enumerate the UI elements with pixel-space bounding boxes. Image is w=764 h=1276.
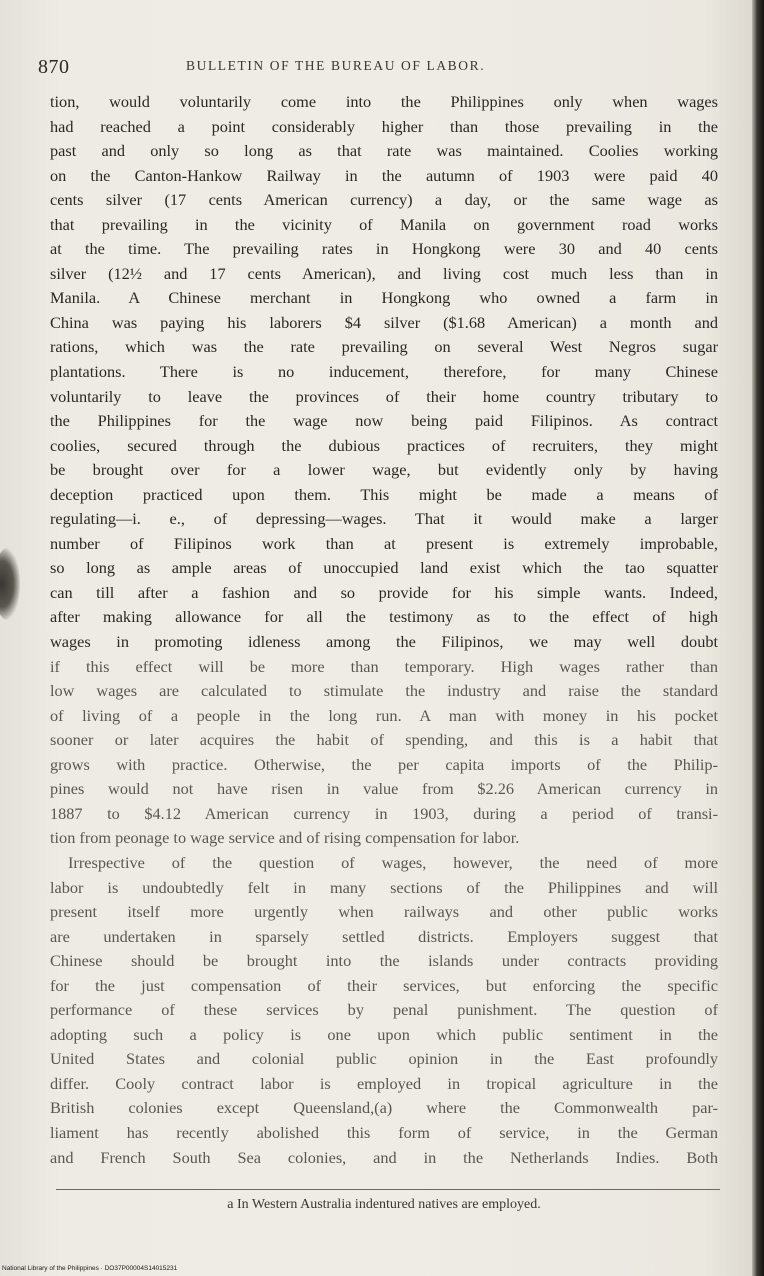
text-line: on the Canton-Hankow Railway in the autumn of 1903 were paid 40	[50, 165, 718, 185]
running-head: BULLETIN OF THE BUREAU OF LABOR.	[186, 58, 486, 73]
text-line: are undertaken in sparsely settled districts. Employers suggest that	[50, 926, 718, 946]
text-line: pines would not have risen in value from $2.26 American currency in	[50, 779, 718, 799]
text-line: and French South Sea colonies, and in the Netherlands Indies. Both	[50, 1147, 718, 1167]
text-line: silver (12½ and 17 cents American), and living cost much less than in	[50, 263, 718, 283]
text-line: at the time. The prevailing rates in Hongkong were 30 and 40 cents	[50, 239, 718, 259]
text-line: plantations. There is no inducement, therefore, for many Chinese	[50, 362, 718, 382]
text-line: be brought over for a lower wage, but evidently only by having	[50, 460, 718, 480]
text-line: deception practiced upon them. This might be made a means of	[50, 484, 718, 504]
text-line: Manila. A Chinese merchant in Hongkong who owned a farm in	[50, 288, 718, 308]
text-line: tion, would voluntarily come into the Philippines only when wages	[50, 92, 718, 111]
text-line: cents silver (17 cents American currency) a day, or the same wage as	[50, 190, 718, 210]
text-line: number of Filipinos work than at present is extremely improbable,	[50, 533, 718, 553]
library-imprint: National Library of the Philippines · DO37P00004S14015231	[2, 1265, 178, 1272]
text-line: adopting such a policy is one upon which public sentiment in the	[50, 1024, 718, 1044]
text-line: voluntarily to leave the provinces of their home country tributary to	[50, 386, 718, 406]
text-line: can till after a fashion and so provide for his simple wants. Indeed,	[50, 582, 718, 602]
text-line: for the just compensation of their services, but enforcing the specific	[50, 975, 718, 995]
text-line: grows with practice. Otherwise, the per capita imports of the Philip-	[50, 754, 718, 774]
text-line: so long as ample areas of unoccupied land exist which the tao squatter	[50, 558, 718, 578]
text-line: differ. Cooly contract labor is employed in tropical agriculture in the	[50, 1073, 718, 1093]
text-line: regulating—i. e., of depressing—wages. That it would make a larger	[50, 509, 718, 529]
text-line: had reached a point considerably higher than those prevailing in the	[50, 116, 718, 136]
text-line: United States and colonial public opinion in the East profoundly	[50, 1049, 718, 1069]
text-line: sooner or later acquires the habit of spending, and this is a habit that	[50, 730, 718, 750]
text-line: past and only so long as that rate was maintained. Coolies working	[50, 141, 718, 161]
text-line: low wages are calculated to stimulate the industry and raise the standard	[50, 681, 718, 701]
footnote-divider	[56, 1189, 720, 1190]
page-stain	[0, 548, 20, 620]
body-text	[50, 90, 718, 1170]
text-line: tion from peonage to wage service and of rising compensation for labor.	[50, 828, 520, 848]
text-line: if this effect will be more than temporary. High wages rather than	[50, 656, 718, 676]
text-line: after making allowance for all the testimony as to the effect of high	[50, 607, 718, 627]
page-header	[38, 56, 718, 86]
text-line: China was paying his laborers $4 silver ($1.68 American) a month and	[50, 312, 718, 332]
footnote: a In Western Australia indentured natives are employed.	[227, 1197, 541, 1212]
page-number: 870	[38, 56, 70, 78]
text-line: Chinese should be brought into the islands under contracts providing	[50, 951, 718, 971]
paragraph-first-line: Irrespective of the question of wages, however, the need of more	[68, 852, 718, 872]
text-line: wages in promoting idleness among the Filipinos, we may well doubt	[50, 632, 718, 652]
text-line: performance of these services by penal punishment. The question of	[50, 1000, 718, 1020]
text-line: that prevailing in the vicinity of Manila on government road works	[50, 214, 718, 234]
text-line: the Philippines for the wage now being paid Filipinos. As contract	[50, 411, 718, 431]
text-line: coolies, secured through the dubious practices of recruiters, they might	[50, 435, 718, 455]
text-line: present itself more urgently when railways and other public works	[50, 902, 718, 922]
text-line: 1887 to $4.12 American currency in 1903, during a period of transi-	[50, 803, 718, 823]
text-line: liament has recently abolished this form of service, in the German	[50, 1122, 718, 1142]
text-line: British colonies except Queensland,(a) where the Commonwealth par-	[50, 1098, 718, 1118]
text-line: rations, which was the rate prevailing on several West Negros sugar	[50, 337, 718, 357]
text-line: of living of a people in the long run. A man with money in his pocket	[50, 705, 718, 725]
book-spine-shadow	[752, 0, 764, 1276]
text-line: labor is undoubtedly felt in many sections of the Philippines and will	[50, 877, 718, 897]
